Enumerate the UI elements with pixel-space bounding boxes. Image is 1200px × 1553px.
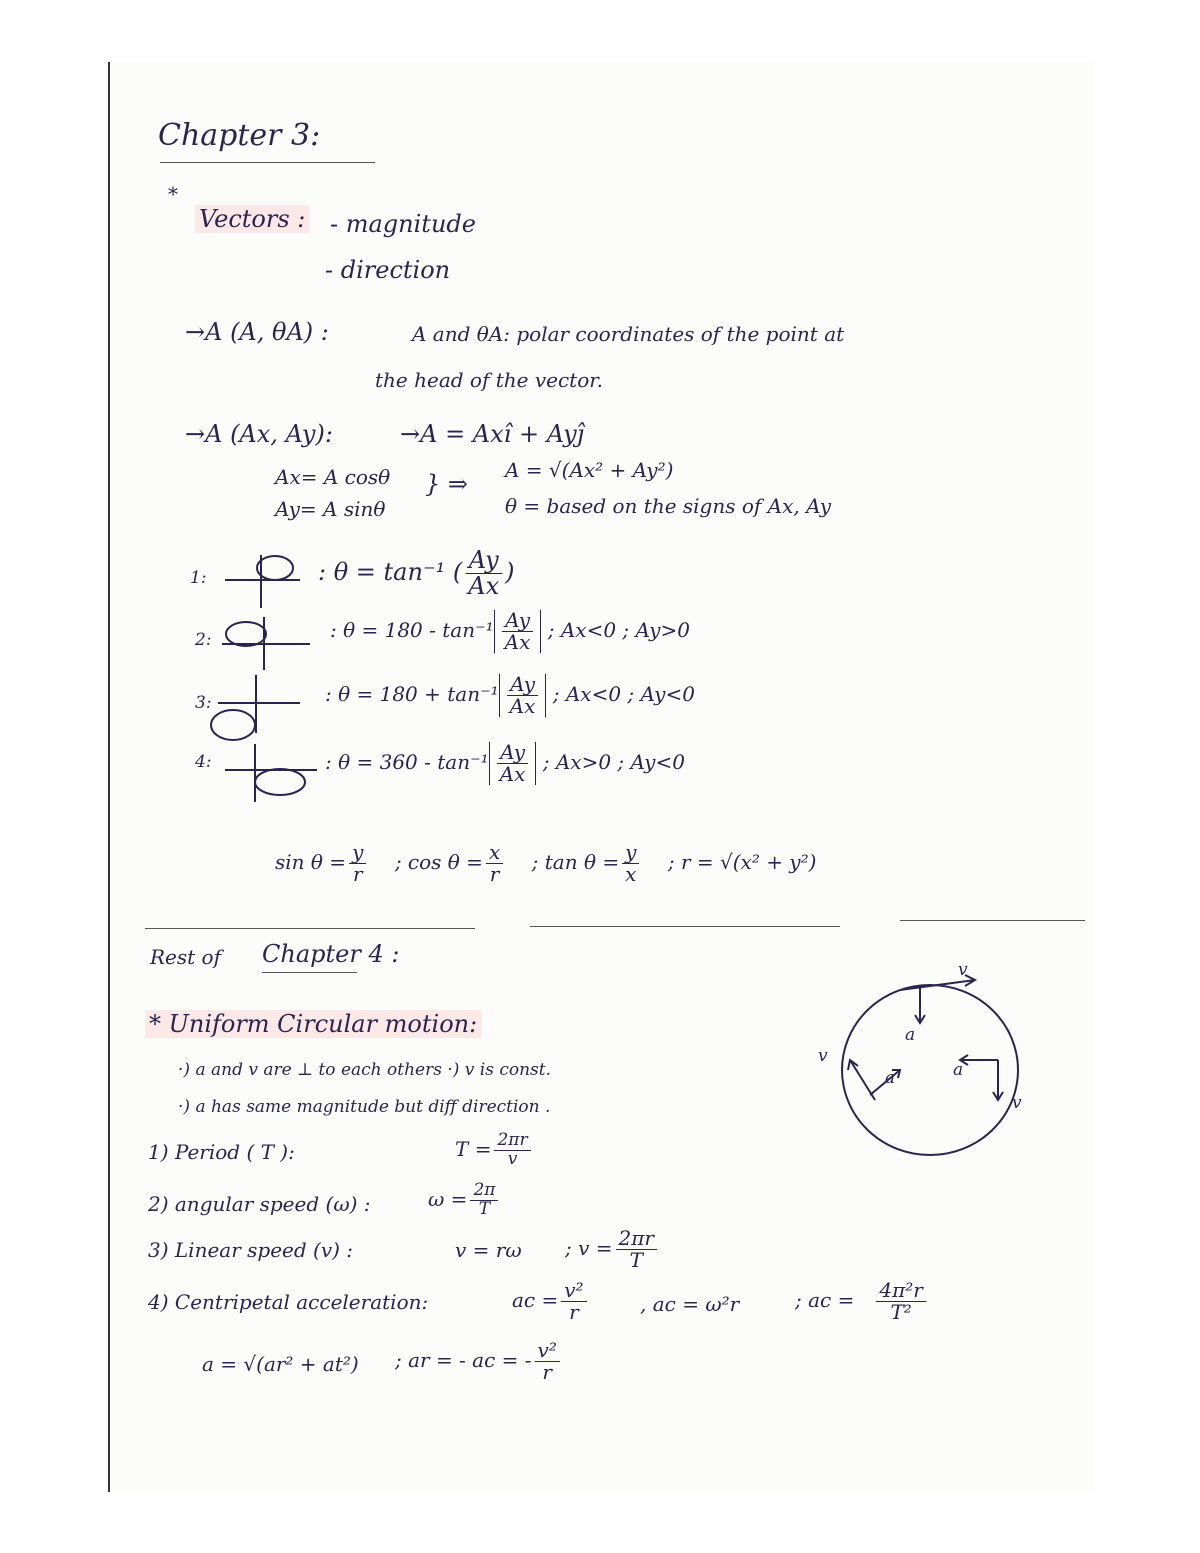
title-underline (160, 162, 375, 163)
theta-note: θ = based on the signs of Ax, Ay (505, 494, 832, 518)
radial-acceleration: ; ar = - ac = - $\frac{\text{v²}}{r}$ (395, 1340, 563, 1383)
quadrant3-sketch (208, 675, 303, 750)
polar-def-cont: the head of the vector. (375, 368, 603, 392)
ucm-bullet2: ·) a has same magnitude but diff direction . (178, 1097, 551, 1117)
quadrant4-num: 4: (195, 752, 212, 772)
diagram-label-v-top: v (958, 960, 968, 980)
comp-def-lhs: →A (Ax, Ay): (185, 420, 333, 448)
ucm-bullet1: ·) a and v are ⊥ to each others ·) v is const. (178, 1060, 552, 1080)
divider-mid (530, 926, 840, 927)
quadrant2-equation: : θ = 180 - tan⁻¹ $\frac{Ay}{Ax}$ ; Ax<0 ; Ay>0 (330, 608, 690, 654)
chapter4-title: Chapter 4 : (262, 940, 400, 968)
ax-equation: Ax= A cosθ (275, 465, 391, 489)
vectors-label: Vectors : (195, 205, 309, 233)
centripetal-eq2: , ac = ω²r (640, 1292, 740, 1316)
implies-brace: } ⇒ (425, 470, 469, 498)
quadrant4-equation: : θ = 360 - tan⁻¹ $\frac{Ay}{Ax}$ ; Ax>0 ; Ay<0 (325, 740, 685, 786)
diagram-label-a-left: a (885, 1068, 896, 1088)
period-equation: T = $\frac{2\pi r}{v}$ (455, 1132, 534, 1169)
quadrant1-equation: : θ = tan⁻¹ ( $\frac{Ay}{Ax}$ ) (318, 546, 515, 601)
diagram-label-v-right: v (1012, 1093, 1022, 1113)
period-label: 1) Period ( T ): (148, 1140, 295, 1164)
ucm-title: * Uniform Circular motion: (145, 1010, 481, 1038)
angular-equation: ω = $\frac{2\pi}{T}$ (428, 1182, 501, 1219)
centripetal-eq1: ac = $\frac{\text{v²}}{r}$ (512, 1280, 590, 1323)
chapter4-underline (262, 972, 357, 973)
quadrant3-equation: : θ = 180 + tan⁻¹ $\frac{Ay}{Ax}$ ; Ax<0 ; Ay<0 (325, 672, 695, 718)
total-acceleration: a = √(ar² + at²) (202, 1352, 359, 1376)
star-bullet: * (168, 182, 178, 206)
polar-def-lhs: →A (A, θA) : (185, 318, 329, 346)
quadrant1-sketch (225, 550, 305, 610)
divider-right (900, 920, 1085, 921)
quadrant2-num: 2: (195, 630, 212, 650)
quadrant3-num: 3: (195, 693, 212, 713)
centripetal-label: 4) Centripetal acceleration: (148, 1290, 429, 1314)
angular-label: 2) angular speed (ω) : (148, 1192, 371, 1216)
comp-def-rhs: →A = Axî + Ayĵ (400, 420, 585, 448)
vector-prop-direction: - direction (325, 256, 451, 284)
linear-equation1: v = rω (455, 1238, 522, 1262)
divider-left (145, 928, 475, 929)
quadrant1-num: 1: (190, 568, 207, 588)
chapter4-title-prefix: Rest of (150, 945, 221, 969)
diagram-label-a-right: a (953, 1060, 964, 1080)
circular-motion-diagram (820, 960, 1060, 1160)
quadrant2-sketch (222, 612, 312, 672)
linear-label: 3) Linear speed (v) : (148, 1238, 354, 1262)
vector-prop-magnitude: - magnitude (330, 210, 476, 238)
diagram-label-a-top: a (905, 1025, 916, 1045)
trig-identities: sin θ = $\frac{y}{r}$ ; cos θ = $\frac{x}{r}$ ; tan θ = $\frac{y}{x}$ ; r = √(x² + y²) (275, 840, 817, 886)
polar-def-rhs: A and θA: polar coordinates of the point at (412, 322, 845, 346)
chapter3-title: Chapter 3: (158, 118, 321, 153)
linear-equation2: ; v = $\frac{2\pi r}{T}$ (565, 1228, 660, 1271)
centripetal-eq3: ; ac = $\frac{\text{4π²r}}{\text{T²}}$ (795, 1280, 929, 1323)
diagram-label-v-left: v (818, 1046, 828, 1066)
quadrant4-sketch (225, 742, 320, 807)
magnitude-equation: A = √(Ax² + Ay²) (505, 458, 674, 482)
ay-equation: Ay= A sinθ (275, 497, 386, 521)
